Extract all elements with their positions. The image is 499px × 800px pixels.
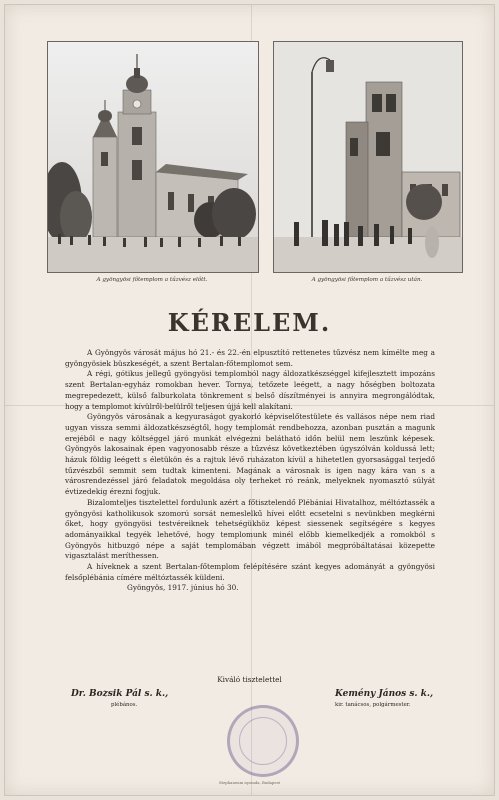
- signature-left-name: Dr. Bozsik Pál s. k.,: [71, 689, 169, 699]
- letter-date: Gyöngyös, 1917. június hó 30.: [127, 583, 239, 593]
- signature-left-role: plébános.: [111, 702, 138, 708]
- letter-body: [65, 348, 435, 594]
- signature-right-name: Kemény János s. k.,: [335, 689, 434, 699]
- paragraph-4: Bizalomteljes tisztelettel fordulunk azért a főtisztelendő Plébániai Hivatalhoz, méltóztassék a gyöngyösi katholikusok szomorú sorsát nemeslelkű hívei előtt ecsetelni s nevünkben megkérni őket, hogy gyöngyösi testvéreiknek tehetségükhöz képest siessenek segítségére s kegyes adományaikkal tegyék lehetővé, hogy templomunk minél előbb kiemelkedjék a romokból s Gyöngyös hitbuzgó népe a saját templomában végzett imából megpróbáltatásai közepette vigasztalást meríthessen.: [65, 497, 435, 561]
- document-sheet: [4, 4, 495, 796]
- church-after-fire-photo: [273, 41, 463, 273]
- signature-right: [335, 689, 433, 708]
- signature-left: [71, 689, 168, 708]
- photo-caption-after: A gyöngyösi főtemplom a tűzvész után.: [311, 277, 423, 283]
- closing-line: Kiváló tisztelettel: [217, 675, 282, 684]
- paragraph-2: A régi, gótikus jellegű gyöngyösi templomból nagy áldozatkészséggel kifejlesztett impozáns szent Bertalan-egyház romokban hever. Tornya, tetőzete leégett, a nagy hőségben boltozata megrepedezett, külső falburkolata tönkrement s belső díszítményei is annyira megrongálódtak, hogy a templomot kívülről-belülről teljesen újjá kell alakítani.: [65, 369, 435, 411]
- church-before-fire-photo: [47, 41, 259, 273]
- printer-imprint: Stephaneum nyomda, Budapest: [218, 780, 281, 785]
- photo-caption-before: A gyöngyösi főtemplom a tűzvész előtt.: [96, 277, 208, 283]
- official-stamp: [227, 705, 299, 777]
- paragraph-5: A híveknek a szent Bertalan-főtemplom felépítésére szánt kegyes adományát a gyöngyösi felsőplébánia címére méltóztassék küldeni.: [65, 562, 435, 582]
- paragraph-3: Gyöngyös városának a kegyuraságot gyakorló képviselőtestülete és vallásos népe nem riad ugyan vissza semmi áldozatkészségtől, hogy templomát rendbehozza, azonban pusztán a magunk erejéből e nagy költséggel járó munkát elvégezni belátható időn belül nem leszünk képesek. Gyöngyös lakosainak épen vagyonosabb része a tűzvész következtében úgyszólván koldussá lett; házuk földig leégett s életükön és a rajtuk lévő ruházaton kívül a hihetetlen gyorsasággal terjedő tűzvészből semmit sem tudtak kimenteni. Magának a városnak is igen nagy kára van s a városrendezéssel járó feladatok megoldása oly terheket ró reánk, melyeknek nyomasztó súlyát évtizedekig érezni fogjuk.: [65, 412, 435, 497]
- signature-right-role: kir. tanácsos, polgármester.: [335, 702, 411, 708]
- document-title: KÉRELEM.: [167, 308, 332, 337]
- paragraph-1: A Gyöngyös városát május hó 21.- és 22.-én elpusztító rettenetes tűzvész nem kímélte meg a gyöngyösiek büszkeségét, a szent Bertalan-főtemplomot sem.: [65, 348, 435, 368]
